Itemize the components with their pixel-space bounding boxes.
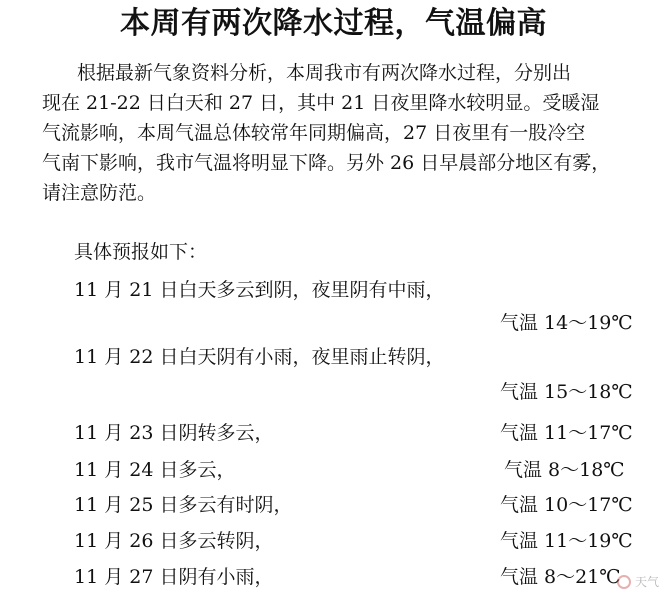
forecast-day-temp: 气温 8～18℃: [504, 459, 625, 481]
paragraph-line: 根据最新气象资料分析，本周我市有两次降水过程，分别出: [77, 62, 572, 84]
forecast-intro: 具体预报如下：: [74, 241, 208, 263]
forecast-day-desc: 11 月 26 日多云转阴，: [74, 530, 274, 552]
page-title: 本周有两次降水过程，气温偏高: [120, 6, 547, 41]
weibo-watermark: [617, 573, 659, 590]
forecast-day-desc: 11 月 24 日多云，: [74, 459, 236, 481]
forecast-day-desc: 11 月 21 日白天多云到阴，夜里阴有中雨，: [74, 279, 445, 301]
forecast-day-temp: 气温 8～21℃: [500, 566, 621, 588]
paragraph-line: 气南下影响，我市气温将明显下降。另外 26 日早晨部分地区有雾，: [42, 152, 611, 174]
watermark-text: 天气: [634, 575, 659, 589]
forecast-day-temp: 气温 10～17℃: [500, 494, 633, 516]
weibo-icon: [617, 575, 631, 589]
paragraph-line: 气流影响，本周气温总体较常年同期偏高，27 日夜里有一股冷空: [42, 122, 586, 144]
forecast-day-temp: 气温 11～19℃: [500, 530, 633, 552]
paragraph-line: 请注意防范。: [42, 182, 157, 204]
forecast-day-temp: 气温 14～19℃: [500, 312, 633, 334]
forecast-day-desc: 11 月 27 日阴有小雨，: [74, 566, 274, 588]
forecast-day-temp: 气温 15～18℃: [500, 381, 633, 403]
forecast-day-desc: 11 月 23 日阴转多云，: [74, 422, 274, 444]
forecast-day-desc: 11 月 22 日白天阴有小雨，夜里雨止转阴，: [74, 346, 445, 368]
forecast-day-temp: 气温 11～17℃: [500, 422, 633, 444]
paragraph-line: 现在 21-22 日白天和 27 日，其中 21 日夜里降水较明显。受暖湿: [42, 92, 600, 114]
summary-paragraph: [42, 58, 642, 208]
forecast-day-desc: 11 月 25 日多云有时阴，: [74, 494, 293, 516]
